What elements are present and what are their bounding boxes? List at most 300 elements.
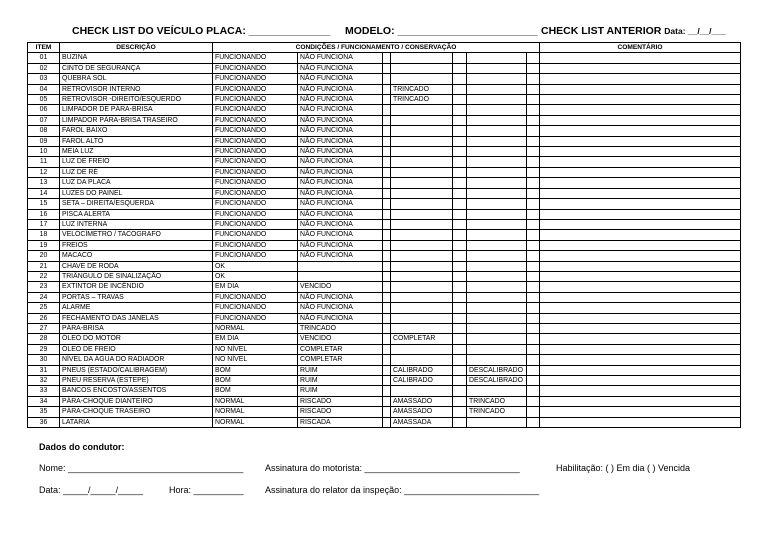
check-box[interactable] bbox=[383, 115, 391, 125]
item-description: LIMPADOR PÁRA-BRISA TRASEIRO bbox=[60, 115, 213, 125]
check-box[interactable] bbox=[453, 105, 467, 115]
condition-option-2: NÃO FUNCIONA bbox=[298, 53, 383, 63]
condition-option-1: FUNCIONANDO bbox=[213, 115, 298, 125]
table-row bbox=[28, 355, 741, 365]
item-number: 16 bbox=[28, 209, 60, 219]
check-box[interactable] bbox=[453, 209, 467, 219]
check-box[interactable] bbox=[453, 167, 467, 177]
check-box[interactable] bbox=[527, 147, 540, 157]
condition-option-2: RISCADA bbox=[298, 417, 383, 427]
check-box[interactable] bbox=[453, 136, 467, 146]
condition-option-3 bbox=[391, 147, 453, 157]
comment-cell[interactable] bbox=[540, 199, 741, 209]
check-box[interactable] bbox=[527, 261, 540, 271]
item-description: PORTAS – TRAVAS bbox=[60, 292, 213, 302]
condition-option-3: AMASSADA bbox=[391, 417, 453, 427]
check-box[interactable] bbox=[453, 386, 467, 396]
condition-option-3 bbox=[391, 240, 453, 250]
condition-option-2: COMPLETAR bbox=[298, 355, 383, 365]
check-box[interactable] bbox=[527, 95, 540, 105]
comment-cell[interactable] bbox=[540, 323, 741, 333]
item-number: 35 bbox=[28, 407, 60, 417]
condition-option-4 bbox=[467, 53, 527, 63]
condition-option-1: FUNCIONANDO bbox=[213, 240, 298, 250]
check-box[interactable] bbox=[383, 365, 391, 375]
check-box[interactable] bbox=[453, 313, 467, 323]
check-box[interactable] bbox=[527, 386, 540, 396]
check-box[interactable] bbox=[383, 417, 391, 427]
comment-cell[interactable] bbox=[540, 178, 741, 188]
check-box[interactable] bbox=[453, 271, 467, 281]
item-number: 03 bbox=[28, 74, 60, 84]
item-number: 34 bbox=[28, 396, 60, 406]
item-description: ÓLEO DO MOTOR bbox=[60, 334, 213, 344]
table-header-row bbox=[28, 43, 741, 53]
item-number: 13 bbox=[28, 178, 60, 188]
check-box[interactable] bbox=[527, 271, 540, 281]
comment-cell[interactable] bbox=[540, 147, 741, 157]
check-box[interactable] bbox=[383, 157, 391, 167]
condition-option-4 bbox=[467, 95, 527, 105]
comment-cell[interactable] bbox=[540, 219, 741, 229]
comment-cell[interactable] bbox=[540, 344, 741, 354]
check-box[interactable] bbox=[383, 53, 391, 63]
table-row bbox=[28, 157, 741, 167]
check-box[interactable] bbox=[527, 396, 540, 406]
comment-cell[interactable] bbox=[540, 115, 741, 125]
table-row bbox=[28, 323, 741, 333]
check-box[interactable] bbox=[453, 95, 467, 105]
check-box[interactable] bbox=[527, 74, 540, 84]
table-row bbox=[28, 147, 741, 157]
check-box[interactable] bbox=[453, 178, 467, 188]
condition-option-4 bbox=[467, 115, 527, 125]
check-box[interactable] bbox=[527, 344, 540, 354]
comment-cell[interactable] bbox=[540, 282, 741, 292]
condition-option-3 bbox=[391, 209, 453, 219]
condition-option-1: FUNCIONANDO bbox=[213, 209, 298, 219]
check-box[interactable] bbox=[527, 230, 540, 240]
comment-cell[interactable] bbox=[540, 240, 741, 250]
condition-option-3 bbox=[391, 219, 453, 229]
table-row bbox=[28, 199, 741, 209]
condition-option-4: TRINCADO bbox=[467, 407, 527, 417]
check-box[interactable] bbox=[383, 313, 391, 323]
item-description: ALARME bbox=[60, 303, 213, 313]
check-box[interactable] bbox=[383, 292, 391, 302]
condition-option-2: NÃO FUNCIONA bbox=[298, 188, 383, 198]
check-box[interactable] bbox=[527, 219, 540, 229]
item-description: PÁRA-CHOQUE TRASEIRO bbox=[60, 407, 213, 417]
condition-option-1: FUNCIONANDO bbox=[213, 53, 298, 63]
check-box[interactable] bbox=[527, 323, 540, 333]
check-box[interactable] bbox=[527, 355, 540, 365]
item-number: 09 bbox=[28, 136, 60, 146]
comment-cell[interactable] bbox=[540, 303, 741, 313]
item-number: 10 bbox=[28, 147, 60, 157]
check-box[interactable] bbox=[527, 292, 540, 302]
comment-cell[interactable] bbox=[540, 74, 741, 84]
condition-option-2: NÃO FUNCIONA bbox=[298, 147, 383, 157]
item-number: 08 bbox=[28, 126, 60, 136]
check-box[interactable] bbox=[453, 74, 467, 84]
condition-option-3 bbox=[391, 355, 453, 365]
condition-option-3: AMASSADO bbox=[391, 407, 453, 417]
table-row bbox=[28, 251, 741, 261]
column-header-description: DESCRIÇÃO bbox=[60, 43, 213, 53]
check-box[interactable] bbox=[527, 334, 540, 344]
check-box[interactable] bbox=[527, 365, 540, 375]
check-box[interactable] bbox=[383, 136, 391, 146]
check-box[interactable] bbox=[383, 396, 391, 406]
condition-option-3 bbox=[391, 292, 453, 302]
inspector-signature-field[interactable]: Assinatura do relator da inspeção: ___________________________ bbox=[265, 485, 540, 495]
comment-cell[interactable] bbox=[540, 136, 741, 146]
table-row bbox=[28, 292, 741, 302]
condition-option-2: VENCIDO bbox=[298, 282, 383, 292]
condition-option-4 bbox=[467, 178, 527, 188]
check-box[interactable] bbox=[383, 199, 391, 209]
condition-option-4 bbox=[467, 344, 527, 354]
comment-cell[interactable] bbox=[540, 105, 741, 115]
condition-option-4: DESCALIBRADO bbox=[467, 365, 527, 375]
check-box[interactable] bbox=[453, 344, 467, 354]
check-box[interactable] bbox=[383, 334, 391, 344]
condition-option-1: FUNCIONANDO bbox=[213, 157, 298, 167]
check-box[interactable] bbox=[453, 407, 467, 417]
item-number: 32 bbox=[28, 376, 60, 386]
item-description: FECHAMENTO DAS JANELAS bbox=[60, 313, 213, 323]
condition-option-3: TRINCADO bbox=[391, 84, 453, 94]
check-box[interactable] bbox=[383, 63, 391, 73]
comment-cell[interactable] bbox=[540, 417, 741, 427]
condition-option-1: BOM bbox=[213, 386, 298, 396]
comment-cell[interactable] bbox=[540, 251, 741, 261]
check-box[interactable] bbox=[383, 167, 391, 177]
check-box[interactable] bbox=[383, 84, 391, 94]
table-row bbox=[28, 84, 741, 94]
condition-option-2: RUIM bbox=[298, 386, 383, 396]
item-number: 36 bbox=[28, 417, 60, 427]
condition-option-4: DESCALIBRADO bbox=[467, 376, 527, 386]
condition-option-3: AMASSADO bbox=[391, 396, 453, 406]
item-description: TRIÂNGULO DE SINALIZAÇÃO bbox=[60, 271, 213, 281]
table-body bbox=[28, 53, 741, 428]
table-row bbox=[28, 334, 741, 344]
condition-option-4 bbox=[467, 199, 527, 209]
condition-option-3 bbox=[391, 115, 453, 125]
license-field[interactable]: Habilitação: ( ) Em dia ( ) Vencida bbox=[556, 463, 691, 473]
model-blank[interactable]: ________________________ bbox=[397, 25, 538, 37]
item-description: CINTO DE SEGURANÇA bbox=[60, 63, 213, 73]
check-box[interactable] bbox=[453, 376, 467, 386]
item-number: 20 bbox=[28, 251, 60, 261]
comment-cell[interactable] bbox=[540, 167, 741, 177]
condition-option-4 bbox=[467, 240, 527, 250]
condition-option-1: FUNCIONANDO bbox=[213, 147, 298, 157]
condition-option-1: FUNCIONANDO bbox=[213, 230, 298, 240]
table-row bbox=[28, 188, 741, 198]
condition-option-2: NÃO FUNCIONA bbox=[298, 95, 383, 105]
condition-option-2 bbox=[298, 261, 383, 271]
comment-cell[interactable] bbox=[540, 95, 741, 105]
check-box[interactable] bbox=[527, 84, 540, 94]
check-box[interactable] bbox=[453, 53, 467, 63]
check-box[interactable] bbox=[527, 115, 540, 125]
table-row bbox=[28, 376, 741, 386]
condition-option-3 bbox=[391, 136, 453, 146]
item-number: 11 bbox=[28, 157, 60, 167]
table-row bbox=[28, 95, 741, 105]
condition-option-4 bbox=[467, 84, 527, 94]
check-box[interactable] bbox=[453, 251, 467, 261]
condition-option-3 bbox=[391, 199, 453, 209]
check-box[interactable] bbox=[453, 230, 467, 240]
condition-option-4 bbox=[467, 126, 527, 136]
check-box[interactable] bbox=[383, 126, 391, 136]
item-description: BANCOS ENCOSTO/ASSENTOS bbox=[60, 386, 213, 396]
condition-option-2: NÃO FUNCIONA bbox=[298, 126, 383, 136]
condition-option-4 bbox=[467, 323, 527, 333]
comment-cell[interactable] bbox=[540, 386, 741, 396]
condition-option-1: NORMAL bbox=[213, 396, 298, 406]
table-row bbox=[28, 240, 741, 250]
check-box[interactable] bbox=[453, 147, 467, 157]
check-box[interactable] bbox=[383, 376, 391, 386]
check-box[interactable] bbox=[453, 219, 467, 229]
check-box[interactable] bbox=[527, 251, 540, 261]
item-number: 12 bbox=[28, 167, 60, 177]
check-box[interactable] bbox=[383, 95, 391, 105]
check-box[interactable] bbox=[527, 240, 540, 250]
check-box[interactable] bbox=[527, 63, 540, 73]
check-box[interactable] bbox=[453, 365, 467, 375]
condition-option-1: FUNCIONANDO bbox=[213, 251, 298, 261]
check-box[interactable] bbox=[383, 230, 391, 240]
check-box[interactable] bbox=[453, 84, 467, 94]
driver-signature-field[interactable]: Assinatura do motorista: _______________________________ bbox=[265, 463, 520, 473]
item-description: LUZ DE RÉ bbox=[60, 167, 213, 177]
condition-option-1: FUNCIONANDO bbox=[213, 105, 298, 115]
check-box[interactable] bbox=[527, 313, 540, 323]
check-box[interactable] bbox=[453, 188, 467, 198]
check-box[interactable] bbox=[527, 167, 540, 177]
check-box[interactable] bbox=[527, 126, 540, 136]
item-description: LUZ INTERNA bbox=[60, 219, 213, 229]
condition-option-2: RISCADO bbox=[298, 407, 383, 417]
condition-option-2: NÃO FUNCIONA bbox=[298, 167, 383, 177]
item-number: 06 bbox=[28, 105, 60, 115]
condition-option-1: FUNCIONANDO bbox=[213, 136, 298, 146]
check-box[interactable] bbox=[527, 209, 540, 219]
condition-option-1: NORMAL bbox=[213, 407, 298, 417]
check-box[interactable] bbox=[527, 105, 540, 115]
comment-cell[interactable] bbox=[540, 313, 741, 323]
comment-cell[interactable] bbox=[540, 376, 741, 386]
check-box[interactable] bbox=[453, 157, 467, 167]
check-box[interactable] bbox=[383, 303, 391, 313]
check-box[interactable] bbox=[383, 105, 391, 115]
item-description: CHAVE DE RODA bbox=[60, 261, 213, 271]
condition-option-4 bbox=[467, 219, 527, 229]
condition-option-1: OK bbox=[213, 271, 298, 281]
comment-cell[interactable] bbox=[540, 126, 741, 136]
check-box[interactable] bbox=[383, 407, 391, 417]
date-field[interactable]: Data: _____/_____/_____ bbox=[39, 485, 144, 495]
condition-option-1: FUNCIONANDO bbox=[213, 84, 298, 94]
condition-option-2: NÃO FUNCIONA bbox=[298, 115, 383, 125]
check-box[interactable] bbox=[453, 261, 467, 271]
check-box[interactable] bbox=[383, 261, 391, 271]
check-box[interactable] bbox=[383, 282, 391, 292]
item-description: FAROL BAIXO bbox=[60, 126, 213, 136]
item-number: 31 bbox=[28, 365, 60, 375]
previous-checklist bbox=[541, 25, 726, 37]
comment-cell[interactable] bbox=[540, 84, 741, 94]
check-box[interactable] bbox=[383, 355, 391, 365]
check-box[interactable] bbox=[383, 219, 391, 229]
condition-option-3 bbox=[391, 53, 453, 63]
item-number: 30 bbox=[28, 355, 60, 365]
condition-option-2: NÃO FUNCIONA bbox=[298, 209, 383, 219]
condition-option-4 bbox=[467, 334, 527, 344]
check-box[interactable] bbox=[383, 74, 391, 84]
table-row bbox=[28, 344, 741, 354]
table-row bbox=[28, 417, 741, 427]
item-number: 29 bbox=[28, 344, 60, 354]
comment-cell[interactable] bbox=[540, 271, 741, 281]
check-box[interactable] bbox=[383, 178, 391, 188]
comment-cell[interactable] bbox=[540, 63, 741, 73]
condition-option-2: NÃO FUNCIONA bbox=[298, 199, 383, 209]
check-box[interactable] bbox=[527, 136, 540, 146]
comment-cell[interactable] bbox=[540, 188, 741, 198]
check-box[interactable] bbox=[453, 334, 467, 344]
check-box[interactable] bbox=[453, 396, 467, 406]
check-box[interactable] bbox=[383, 344, 391, 354]
item-description: PISCA ALERTA bbox=[60, 209, 213, 219]
comment-cell[interactable] bbox=[540, 53, 741, 63]
check-box[interactable] bbox=[453, 115, 467, 125]
check-box[interactable] bbox=[453, 240, 467, 250]
check-box[interactable] bbox=[453, 292, 467, 302]
condition-option-2: NÃO FUNCIONA bbox=[298, 74, 383, 84]
check-box[interactable] bbox=[383, 188, 391, 198]
check-box[interactable] bbox=[383, 271, 391, 281]
check-box[interactable] bbox=[527, 303, 540, 313]
check-box[interactable] bbox=[527, 199, 540, 209]
comment-cell[interactable] bbox=[540, 261, 741, 271]
check-box[interactable] bbox=[453, 355, 467, 365]
check-box[interactable] bbox=[453, 417, 467, 427]
comment-cell[interactable] bbox=[540, 407, 741, 417]
condition-option-4 bbox=[467, 157, 527, 167]
check-box[interactable] bbox=[527, 376, 540, 386]
item-description: PNEU RESERVA (ESTEPE) bbox=[60, 376, 213, 386]
comment-cell[interactable] bbox=[540, 365, 741, 375]
condition-option-3 bbox=[391, 230, 453, 240]
condition-option-1: FUNCIONANDO bbox=[213, 313, 298, 323]
column-header-conditions: CONDIÇÕES / FUNCIONAMENTO / CONSERVAÇÃO bbox=[213, 43, 540, 53]
item-description: RETROVISOR INTERNO bbox=[60, 84, 213, 94]
condition-option-1: FUNCIONANDO bbox=[213, 95, 298, 105]
condition-option-2: NÃO FUNCIONA bbox=[298, 219, 383, 229]
condition-option-1: BOM bbox=[213, 365, 298, 375]
check-box[interactable] bbox=[383, 209, 391, 219]
check-box[interactable] bbox=[383, 147, 391, 157]
check-box[interactable] bbox=[453, 323, 467, 333]
condition-option-1: NORMAL bbox=[213, 323, 298, 333]
condition-option-2 bbox=[298, 271, 383, 281]
check-box[interactable] bbox=[527, 53, 540, 63]
plate-blank[interactable]: ______________ bbox=[248, 25, 331, 37]
table-row bbox=[28, 230, 741, 240]
check-box[interactable] bbox=[527, 178, 540, 188]
comment-cell[interactable] bbox=[540, 334, 741, 344]
table-row bbox=[28, 105, 741, 115]
check-box[interactable] bbox=[527, 282, 540, 292]
comment-cell[interactable] bbox=[540, 292, 741, 302]
check-box[interactable] bbox=[453, 63, 467, 73]
name-field[interactable]: Nome: ___________________________________ bbox=[39, 463, 244, 473]
item-number: 25 bbox=[28, 303, 60, 313]
check-box[interactable] bbox=[453, 199, 467, 209]
condition-option-1: FUNCIONANDO bbox=[213, 292, 298, 302]
check-box[interactable] bbox=[453, 303, 467, 313]
previous-checklist-date[interactable]: Data: __/__/___ bbox=[664, 26, 726, 36]
comment-cell[interactable] bbox=[540, 396, 741, 406]
check-box[interactable] bbox=[527, 188, 540, 198]
check-box[interactable] bbox=[453, 126, 467, 136]
check-box[interactable] bbox=[383, 386, 391, 396]
table-row bbox=[28, 396, 741, 406]
condition-option-3 bbox=[391, 157, 453, 167]
check-box[interactable] bbox=[383, 323, 391, 333]
item-description: LATARIA bbox=[60, 417, 213, 427]
check-box[interactable] bbox=[527, 157, 540, 167]
check-box[interactable] bbox=[453, 282, 467, 292]
model-label bbox=[345, 25, 538, 37]
condition-option-4 bbox=[467, 251, 527, 261]
comment-cell[interactable] bbox=[540, 355, 741, 365]
check-box[interactable] bbox=[527, 417, 540, 427]
condition-option-1: FUNCIONANDO bbox=[213, 74, 298, 84]
item-description: PÁRA-BRISA bbox=[60, 323, 213, 333]
condition-option-4 bbox=[467, 188, 527, 198]
item-description: QUEBRA SOL bbox=[60, 74, 213, 84]
table-row bbox=[28, 74, 741, 84]
column-header-comment: COMENTÁRIO bbox=[540, 43, 741, 53]
comment-cell[interactable] bbox=[540, 230, 741, 240]
comment-cell[interactable] bbox=[540, 157, 741, 167]
condition-option-3 bbox=[391, 303, 453, 313]
comment-cell[interactable] bbox=[540, 209, 741, 219]
condition-option-1: FUNCIONANDO bbox=[213, 303, 298, 313]
item-description: LIMPADOR DE PÁRA-BRISA bbox=[60, 105, 213, 115]
condition-option-4: TRINCADO bbox=[467, 396, 527, 406]
check-box[interactable] bbox=[383, 251, 391, 261]
check-box[interactable] bbox=[383, 240, 391, 250]
item-number: 02 bbox=[28, 63, 60, 73]
item-description: LUZ DA PLACA bbox=[60, 178, 213, 188]
condition-option-1: FUNCIONANDO bbox=[213, 219, 298, 229]
condition-option-1: FUNCIONANDO bbox=[213, 167, 298, 177]
condition-option-4 bbox=[467, 417, 527, 427]
table-row bbox=[28, 365, 741, 375]
condition-option-3 bbox=[391, 271, 453, 281]
time-field[interactable]: Hora: __________ bbox=[169, 485, 244, 495]
check-box[interactable] bbox=[527, 407, 540, 417]
